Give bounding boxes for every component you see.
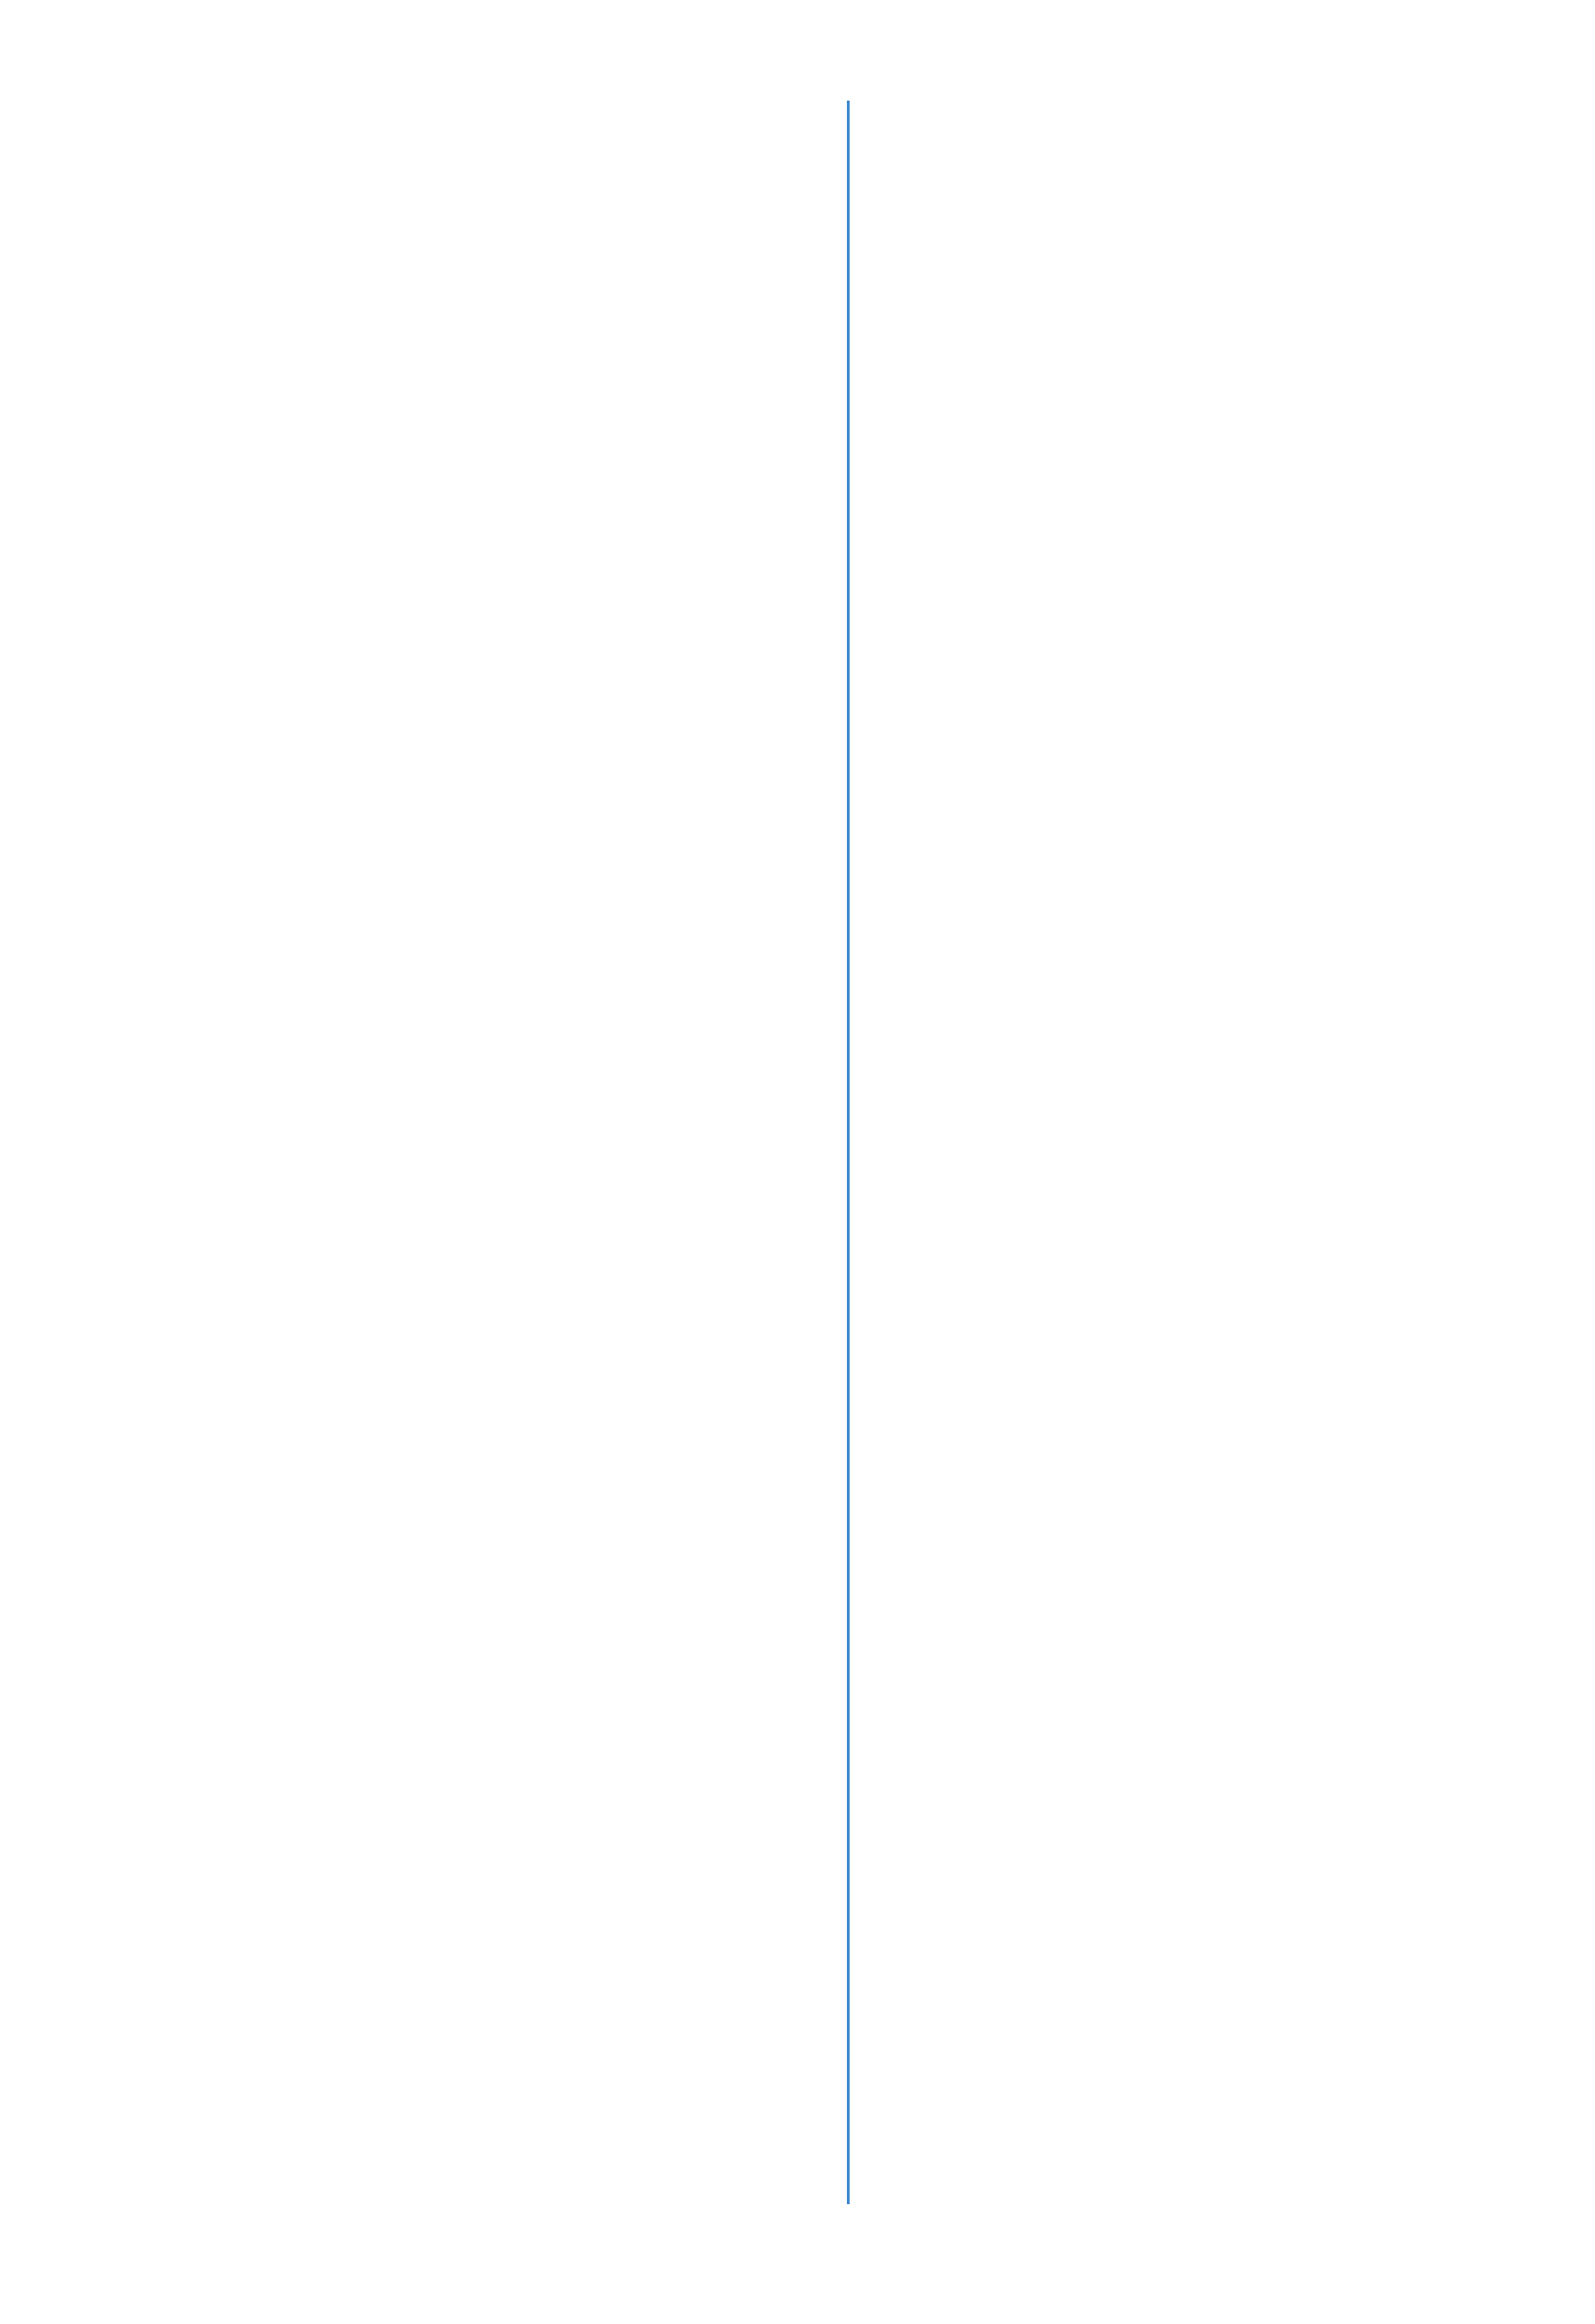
- column-divider: [847, 101, 850, 2204]
